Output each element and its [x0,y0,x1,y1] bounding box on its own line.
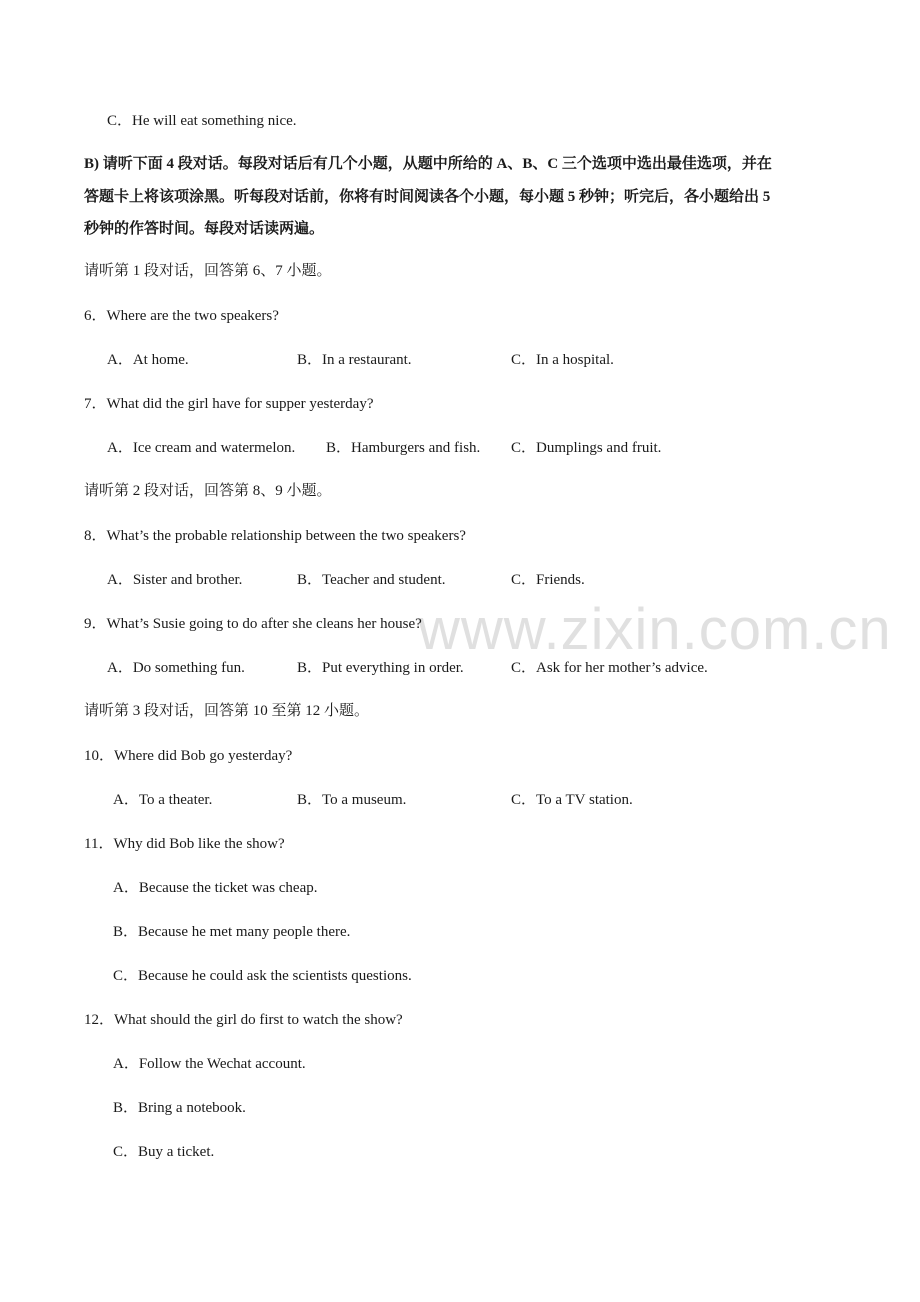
q11-option-c: C．Because he could ask the scientists questions. [113,968,412,984]
q6-option-b: B．In a restaurant. [297,352,412,368]
q6-option-a: A．At home. [107,352,189,368]
dialogue-3-prompt: 请听第 3 段对话，回答第 10 至第 12 小题。 [84,703,370,719]
q8-option-a: A．Sister and brother. [107,572,243,588]
dialogue-1-prompt: 请听第 1 段对话，回答第 6、7 小题。 [84,263,332,279]
watermark: www.zixin.com.cn [418,597,892,662]
prev-option-c: C．He will eat something nice. [107,113,297,129]
q9-option-a: A．Do something fun. [107,660,245,676]
q6-stem: 6．Where are the two speakers? [84,308,279,324]
q11-option-b: B．Because he met many people there. [113,924,351,940]
q10-stem: 10．Where did Bob go yesterday? [84,748,293,764]
q8-option-c: C．Friends. [511,572,585,588]
q7-option-b: B．Hamburgers and fish. [326,440,481,456]
q10-option-a: A．To a theater. [113,792,213,808]
q10-option-c: C．To a TV station. [511,792,633,808]
q11-option-a: A．Because the ticket was cheap. [113,880,318,896]
q7-option-a: A．Ice cream and watermelon. [107,440,296,456]
q9-stem: 9．What’s Susie going to do after she cleans her house? [84,616,422,632]
q7-option-c: C．Dumplings and fruit. [511,440,662,456]
dialogue-2-prompt: 请听第 2 段对话，回答第 8、9 小题。 [84,483,332,499]
q9-option-c: C．Ask for her mother’s advice. [511,660,708,676]
q8-option-b: B．Teacher and student. [297,572,446,588]
q12-option-c: C．Buy a ticket. [113,1144,215,1160]
q11-stem: 11．Why did Bob like the show? [84,836,285,852]
q6-option-c: C．In a hospital. [511,352,614,368]
section-b-instruction-line-1: B) 请听下面 4 段对话。每段对话后有几个小题，从题中所给的 A、B、C 三个选项中选出最佳选项，并在 [84,156,772,172]
q12-stem: 12．What should the girl do first to watch the show? [84,1012,403,1028]
q12-option-b: B．Bring a notebook. [113,1100,246,1116]
q10-option-b: B．To a museum. [297,792,407,808]
q7-stem: 7．What did the girl have for supper yesterday? [84,396,374,412]
section-b-instruction-line-2: 答题卡上将该项涂黑。听每段对话前，你将有时间阅读各个小题，每小题 5 秒钟；听完后，各小题给出 5 [84,189,771,205]
q8-stem: 8．What’s the probable relationship between the two speakers? [84,528,466,544]
section-b-instruction-line-3: 秒钟的作答时间。每段对话读两遍。 [84,221,325,237]
q12-option-a: A．Follow the Wechat account. [113,1056,306,1072]
q9-option-b: B．Put everything in order. [297,660,464,676]
